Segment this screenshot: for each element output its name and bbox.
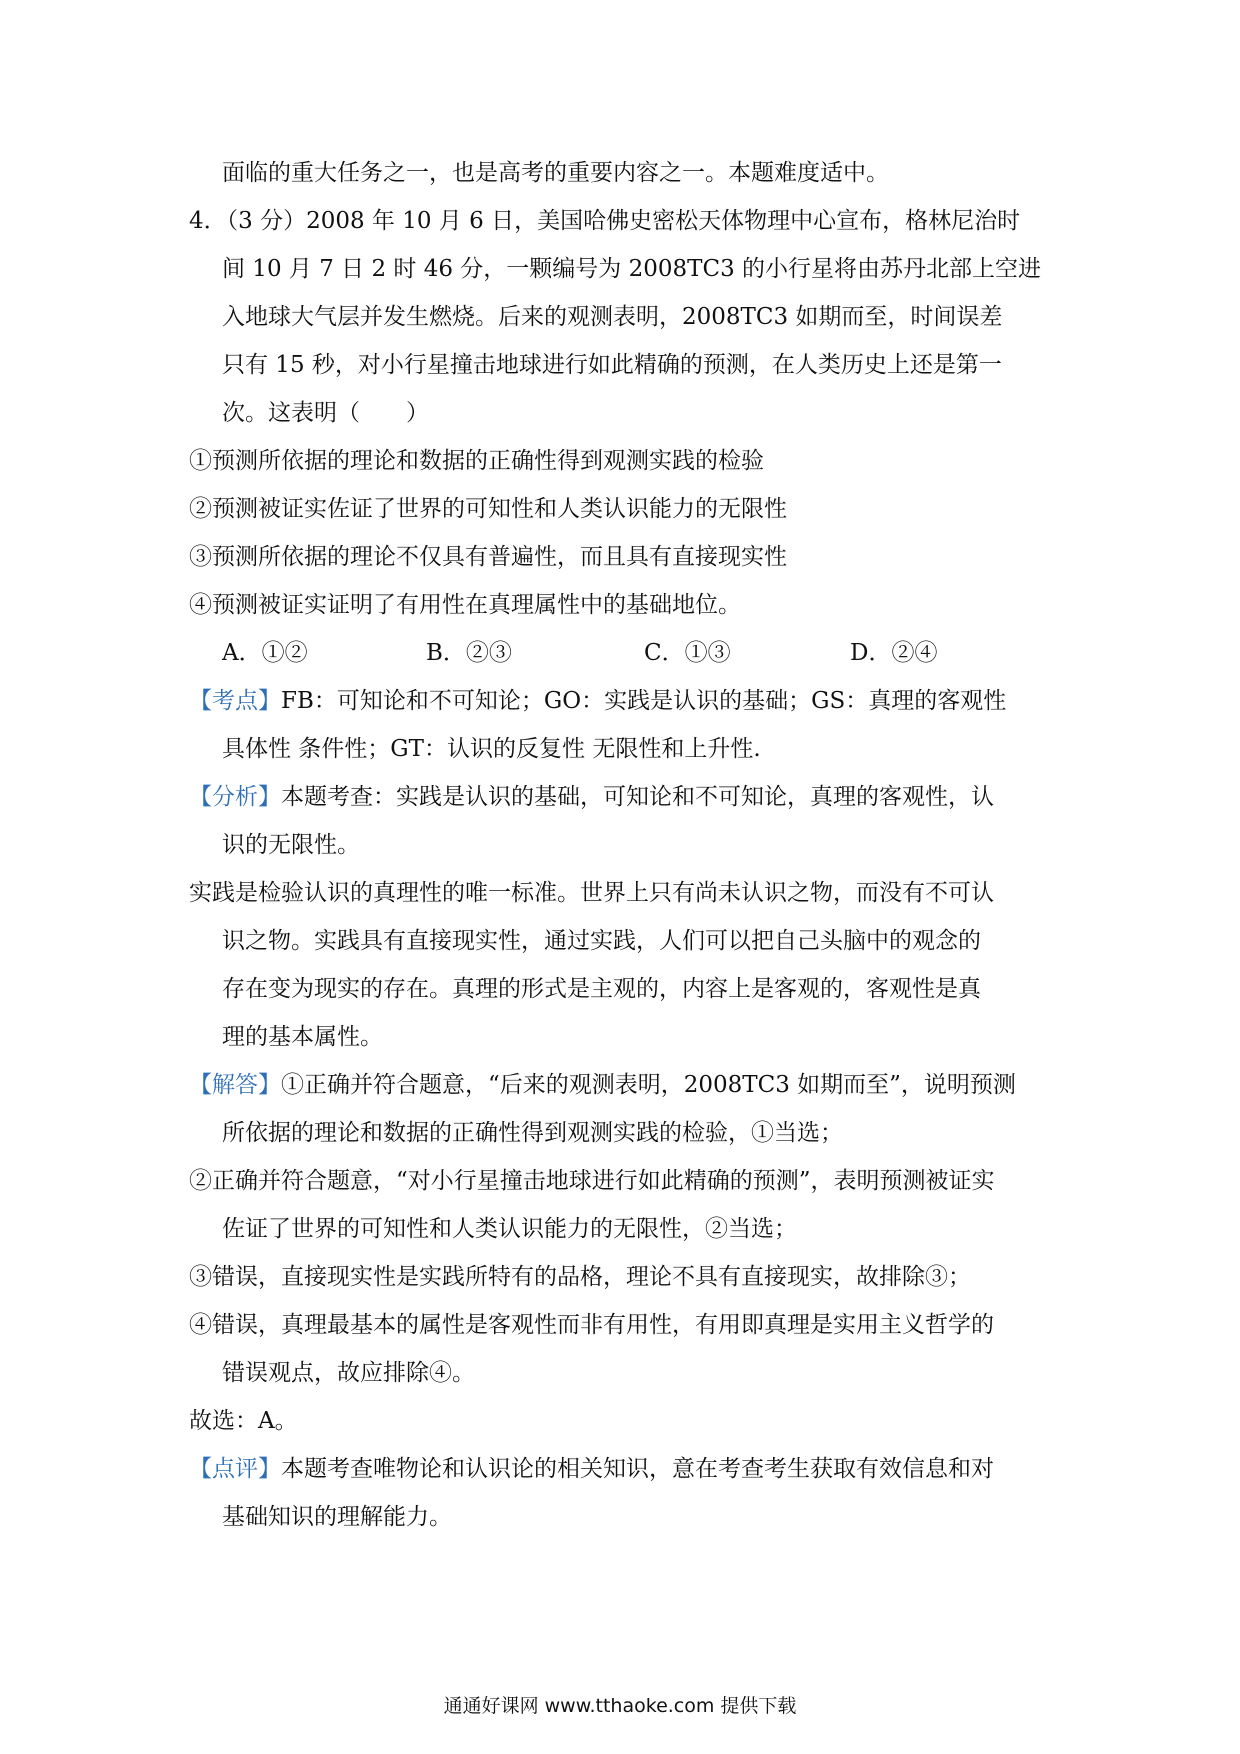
fenxi-body-line: 实践是检验认识的真理性的唯一标准。世界上只有尚未认识之物，而没有不可认 (189, 880, 994, 906)
fenxi-body-line: 识之物。实践具有直接现实性，通过实践，人们可以把自己头脑中的观念的 (222, 928, 981, 954)
option-d: D．②④ (850, 640, 938, 666)
question-line: 4．（3 分）2008 年 10 月 6 日，美国哈佛史密松天体物理中心宣布，格林尼治时 (189, 208, 1021, 234)
jieda-line: 所依据的理论和数据的正确性得到观测实践的检验，①当选； (222, 1120, 843, 1146)
jieda-tag: 【解答】 (189, 1072, 281, 1098)
dianping-line: 基础知识的理解能力。 (222, 1504, 452, 1530)
dianping-tag: 【点评】 (189, 1456, 281, 1482)
kaodian-text: FB：可知论和不可知论；GO：实践是认识的基础；GS：真理的客观性 (281, 688, 1007, 714)
statement: ①预测所依据的理论和数据的正确性得到观测实践的检验 (189, 448, 764, 474)
option-c: C．①③ (644, 640, 731, 666)
dianping-text: 本题考查唯物论和认识论的相关知识，意在考查考生获取有效信息和对 (281, 1456, 994, 1482)
statement: ④预测被证实证明了有用性在真理属性中的基础地位。 (189, 592, 741, 618)
jieda-body-line: ②正确并符合题意，“对小行星撞击地球进行如此精确的预测”，表明预测被证实 (189, 1168, 995, 1194)
kaodian-line (189, 685, 1006, 717)
jieda-text: ①正确并符合题意，“后来的观测表明，2008TC3 如期而至”，说明预测 (281, 1072, 1016, 1098)
fenxi-body-line: 存在变为现实的存在。真理的形式是主观的，内容上是客观的，客观性是真 (222, 976, 981, 1002)
question-line: 只有 15 秒，对小行星撞击地球进行如此精确的预测，在人类历史上还是第一 (222, 352, 1002, 378)
question-line: 入地球大气层并发生燃烧。后来的观测表明，2008TC3 如期而至，时间误差 (222, 304, 1003, 330)
kaodian-tag: 【考点】 (189, 688, 281, 714)
jieda-body-line: 错误观点，故应排除④。 (222, 1360, 475, 1386)
option-a: A．①② (222, 640, 308, 666)
fenxi-tag: 【分析】 (189, 784, 281, 810)
question-line: 次。这表明（ ） (222, 400, 429, 426)
statement: ③预测所依据的理论不仅具有普遍性，而且具有直接现实性 (189, 544, 787, 570)
question-line: 间 10 月 7 日 2 时 46 分，一颗编号为 2008TC3 的小行星将由苏丹北部上空进 (222, 256, 1042, 282)
fenxi-text: 本题考查：实践是认识的基础，可知论和不可知论，真理的客观性，认 (281, 784, 994, 810)
statement: ②预测被证实佐证了世界的可知性和人类认识能力的无限性 (189, 496, 787, 522)
jieda-body-line: 佐证了世界的可知性和人类认识能力的无限性，②当选； (222, 1216, 797, 1242)
jieda-line (189, 1069, 1016, 1101)
jieda-body-line: ③错误，直接现实性是实践所特有的品格，理论不具有直接现实，故排除③； (189, 1264, 971, 1290)
continuation-text: 面临的重大任务之一，也是高考的重要内容之一。本题难度适中。 (222, 160, 889, 186)
jieda-body-line: ④错误，真理最基本的属性是客观性而非有用性，有用即真理是实用主义哲学的 (189, 1312, 994, 1338)
answer-line: 故选：A。 (189, 1408, 298, 1434)
kaodian-line: 具体性 条件性；GT：认识的反复性 无限性和上升性. (222, 736, 761, 762)
fenxi-line (189, 781, 994, 813)
dianping-line (189, 1453, 994, 1485)
footer-credit: 通通好课网 www.tthaoke.com 提供下载 (443, 1695, 797, 1717)
option-b: B．②③ (426, 640, 512, 666)
fenxi-body-line: 理的基本属性。 (222, 1024, 383, 1050)
fenxi-line: 识的无限性。 (222, 832, 360, 858)
